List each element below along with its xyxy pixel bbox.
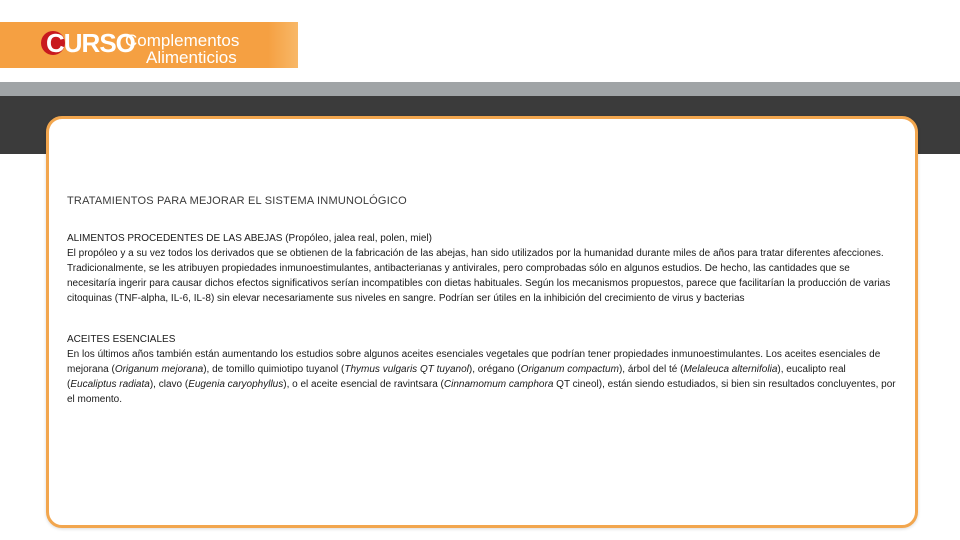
section-heading: ACEITES ESENCIALES bbox=[67, 334, 176, 345]
section-bee-products bbox=[67, 231, 897, 306]
text-run: ), árbol del té ( bbox=[618, 364, 684, 375]
species-name: Eucaliptus radiata bbox=[70, 379, 150, 390]
banner-fade bbox=[268, 22, 298, 68]
text-run: QT cineol), están siendo estudiados, si bien sin resultados concluyentes, por el momento. bbox=[67, 379, 896, 405]
text-run: En los últimos años también están aumentando los estudios sobre algunos aceites esenciales vegetales que podrían tener propiedades inmunoestimulantes. Los aceites esenciales de mejorana ( bbox=[67, 349, 881, 375]
text-run: ), clavo ( bbox=[149, 379, 189, 390]
logo-word: CURSO bbox=[46, 28, 135, 58]
section-essential-oils bbox=[67, 332, 897, 407]
section-paragraph bbox=[67, 347, 897, 407]
text-run: ), o el aceite esencial de ravintsara ( bbox=[283, 379, 444, 390]
species-name: Cinnamomum camphora bbox=[443, 379, 554, 390]
header-gray-band bbox=[0, 82, 960, 96]
document-title: TRATAMIENTOS PARA MEJORAR EL SISTEMA INMUNOLÓGICO bbox=[67, 195, 407, 207]
section-heading: ALIMENTOS PROCEDENTES DE LAS ABEJAS (Propóleo, jalea real, polen, miel) bbox=[67, 233, 432, 244]
species-name: Origanum mejorana bbox=[114, 364, 204, 375]
species-name: Eugenia caryophyllus bbox=[188, 379, 284, 390]
section-paragraph: El propóleo y a su vez todos los derivados que se obtienen de la fabricación de las abejas, han sido utilizados por la humanidad durante miles de años para tratar diferentes afecciones. Tradicionalmente, se les atribuyen propiedades inmunoestimulantes, antibacterianas y antivirales, pero comprobadas sólo en algunos estudios. De hecho, las cantidades que se necesitaría ingerir para causar dichos efectos significativos serían incompatibles con dietas habituales. Según los mecanismos propuestos, parece que facilitarían la producción de varias citoquinas (TNF-alpha, IL-6, IL-8) sin elevar necesariamente sus niveles en sangre. Podrían ser útiles en la inhibición del crecimiento de virus y bacterias bbox=[67, 248, 891, 304]
species-name: Thymus vulgaris QT tuyanol bbox=[344, 364, 469, 375]
species-name: Origanum compactum bbox=[520, 364, 619, 375]
logo-subtitle-line2: Alimenticios bbox=[146, 48, 237, 67]
text-run: ), eucalipto real ( bbox=[67, 364, 846, 390]
text-run: ), orégano ( bbox=[468, 364, 521, 375]
content-card bbox=[46, 116, 918, 528]
species-name: Melaleuca alternifolia bbox=[683, 364, 778, 375]
logo-subtitle-line1: Complementos bbox=[125, 31, 240, 50]
text-run: ), de tomillo quimiotipo tuyanol ( bbox=[203, 364, 345, 375]
